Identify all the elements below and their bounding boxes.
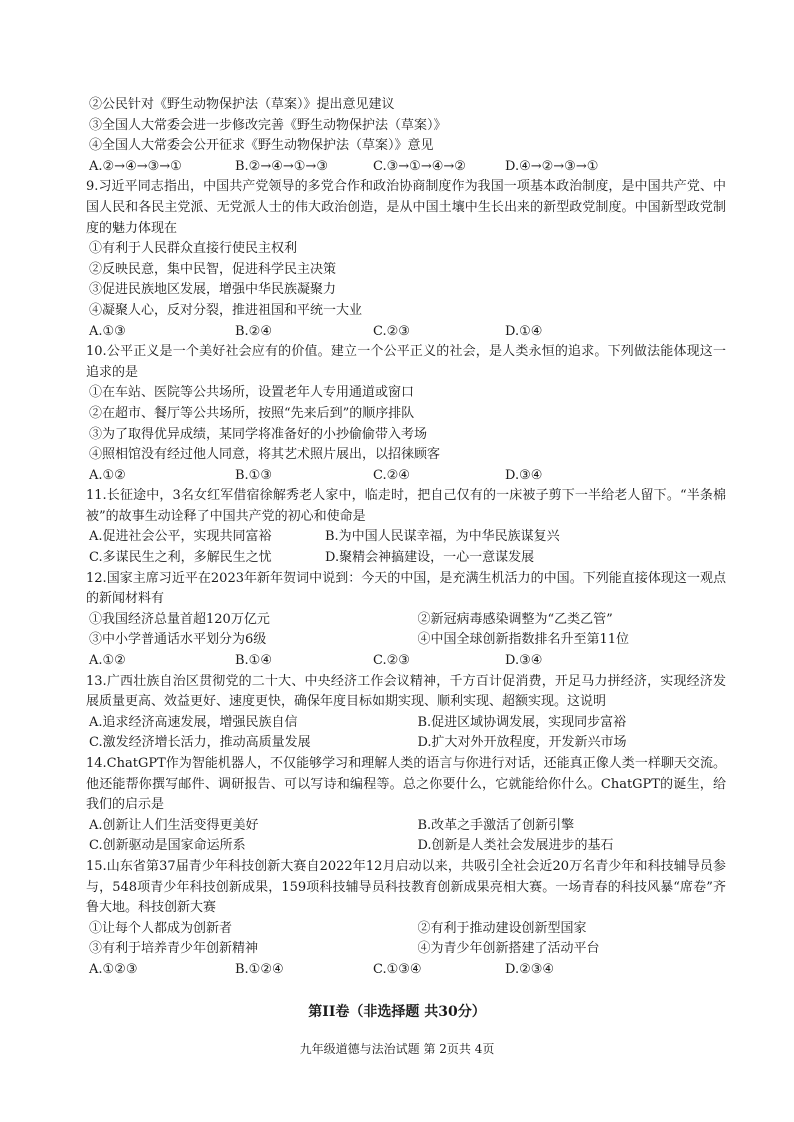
q12-option-b[interactable]: B.①④ — [235, 653, 272, 669]
q12-item-3: ③中小学普通话水平划分为6级 — [89, 632, 267, 648]
q14-option-d[interactable]: D.创新是人类社会发展进步的基石 — [417, 838, 614, 854]
q15-item-3: ③有利于培养青少年创新精神 — [89, 941, 259, 957]
q11-stem: 11.长征途中，3名女红军借宿徐解秀老人家中，临走时，把自己仅有的一床被子剪下一半给老人留下。“半条棉被”的故事生动诠释了中国共产党的初心和使命是 — [86, 488, 726, 524]
q10-option-b[interactable]: B.①③ — [235, 467, 272, 483]
q9-option-c[interactable]: C.②③ — [373, 323, 410, 339]
q15-item-4: ④为青少年创新搭建了活动平台 — [417, 941, 600, 957]
q12-option-d[interactable]: D.③④ — [505, 653, 543, 669]
q10-item-4: ④照相馆没有经过他人同意，将其艺术照片展出，以招徕顾客 — [89, 447, 441, 463]
q10-item-1: ①在车站、医院等公共场所，设置老年人专用通道或窗口 — [89, 385, 415, 401]
q9-stem: 9.习近平同志指出，中国共产党领导的多党合作和政治协商制度作为我国一项基本政治制度，是中国共产党、中国人民和各民主党派、无党派人士的伟大政治创造，是从中国土壤中生长出来的新型政党制度。中国新型政党制度的魅力体现在 — [86, 179, 726, 236]
question-14 — [86, 754, 726, 857]
q11-option-c[interactable]: C.多谋民生之利，多解民生之忧 — [89, 550, 272, 566]
q12-stem: 12.国家主席习近平在2023年新年贺词中说到：今天的中国，是充满生机活力的中国。下列能直接体现这一观点的新闻材料有 — [86, 570, 726, 607]
q8-option-c[interactable]: C.③→①→④→② — [373, 158, 466, 174]
q15-stem: 15.山东省第37届青少年科技创新大赛自2022年12月启动以来，共吸引全社会近20万名青少年和科技辅导员参与，548项青少年科技创新成果，159项科技辅导员科技教育创新成果亮相大赛。一场青春的科技风暴“席卷”齐鲁大地。科技创新大赛 — [86, 858, 726, 916]
q15-option-c[interactable]: C.①③④ — [373, 961, 422, 977]
q9-options — [86, 322, 726, 343]
q8-item-4: ④全国人大常委会公开征求《野生动物保护法（草案）》意见 — [89, 138, 434, 154]
q13-options-row-2 — [86, 733, 726, 754]
q10-item-3: ③为了取得优异成绩，某同学将准备好的小抄偷偷带入考场 — [89, 426, 428, 442]
page-footer: 九年级道德与法治试题 第 2页共 4页 — [299, 1042, 495, 1056]
question-10 — [86, 342, 726, 486]
section-title: 第II卷（非选择题 共30分） — [308, 1004, 486, 1020]
question-8 — [86, 95, 726, 177]
q14-options-row-1 — [86, 816, 726, 837]
q8-option-a[interactable]: A.②→④→③→① — [89, 158, 182, 174]
q14-option-a[interactable]: A.创新让人们生活变得更美好 — [89, 817, 259, 833]
q10-stem: 10.公平正义是一个美好社会应有的价值。建立一个公平正义的社会，是人类永恒的追求。下列做法能体现这一追求的是 — [86, 344, 726, 380]
q8-item-2: ②公民针对《野生动物保护法（草案）》提出意见建议 — [89, 97, 395, 112]
question-list — [86, 95, 726, 981]
q15-item-1: ①让每个人都成为创新者 — [89, 920, 233, 936]
q9-item-1: ①有利于人民群众直接行使民主权利 — [89, 241, 298, 257]
q9-option-d[interactable]: D.①④ — [505, 323, 543, 339]
q10-options — [86, 466, 726, 487]
question-15 — [86, 857, 726, 981]
q13-option-c[interactable]: C.激发经济增长活力，推动高质量发展 — [89, 735, 311, 751]
q11-option-b[interactable]: B.为中国人民谋幸福，为中华民族谋复兴 — [325, 529, 560, 545]
q15-option-b[interactable]: B.①②④ — [235, 961, 284, 977]
q13-option-a[interactable]: A.追求经济高速发展，增强民族自信 — [89, 714, 298, 730]
q8-options — [86, 157, 726, 178]
q14-options-row-2 — [86, 836, 726, 857]
question-12 — [86, 569, 726, 672]
q12-items-row-1 — [86, 610, 726, 631]
q10-item-2: ②在超市、餐厅等公共场所，按照“先来后到”的顺序排队 — [89, 405, 415, 421]
question-9 — [86, 177, 726, 342]
q11-option-a[interactable]: A.促进社会公平，实现共同富裕 — [89, 529, 272, 545]
q12-option-c[interactable]: C.②③ — [373, 653, 410, 669]
q8-item-3: ③全国人大常委会进一步修改完善《野生动物保护法（草案）》 — [89, 117, 447, 133]
q12-items-row-2 — [86, 630, 726, 651]
q14-option-b[interactable]: B.改革之手激活了创新引擎 — [417, 817, 575, 833]
q15-items-row-1 — [86, 919, 726, 940]
q14-stem: 14.ChatGPT作为智能机器人，不仅能够学习和理解人类的语言与你进行对话，还能真正像人类一样聊天交流。他还能帮你撰写邮件、调研报告、可以写诗和编程等。总之你要什么，它就能给你什么。ChatGPT的诞生，给我们的启示是 — [86, 756, 726, 813]
q9-item-2: ②反映民意，集中民智，促进科学民主决策 — [89, 261, 337, 277]
q12-item-2: ②新冠病毒感染调整为“乙类乙管” — [417, 611, 613, 627]
q15-items-row-2 — [86, 939, 726, 960]
q8-option-b[interactable]: B.②→④→①→③ — [235, 158, 328, 174]
q15-option-a[interactable]: A.①②③ — [89, 961, 138, 977]
q15-option-d[interactable]: D.②③④ — [505, 961, 555, 977]
q10-option-a[interactable]: A.①② — [89, 467, 126, 483]
q9-option-a[interactable]: A.①③ — [89, 323, 126, 339]
q10-option-d[interactable]: D.③④ — [505, 467, 543, 483]
q15-options — [86, 960, 726, 981]
q12-option-a[interactable]: A.①② — [89, 653, 126, 669]
q13-option-b[interactable]: B.促进区域协调发展，实现同步富裕 — [417, 714, 627, 730]
q8-option-d[interactable]: D.④→②→③→① — [505, 158, 599, 174]
q15-item-2: ②有利于推动建设创新型国家 — [417, 920, 587, 936]
question-13 — [86, 672, 726, 754]
q13-stem: 13.广西壮族自治区贯彻党的二十大、中央经济工作会议精神，千方百计促消费，开足马力拼经济，实现经济发展质量更高、效益更好、速度更快，确保年度目标如期实现、顺利实现、超额实现。这说明 — [86, 673, 726, 710]
q11-option-d[interactable]: D.聚精会神搞建设，一心一意谋发展 — [325, 550, 535, 566]
q12-options — [86, 651, 726, 672]
q12-item-1: ①我国经济总量首超120万亿元 — [89, 611, 270, 627]
q11-options-row-2 — [86, 548, 726, 569]
q9-item-4: ④凝聚人心，反对分裂，推进祖国和平统一大业 — [89, 302, 363, 318]
q11-options-row-1 — [86, 527, 726, 548]
q9-option-b[interactable]: B.②④ — [235, 323, 272, 339]
q10-option-c[interactable]: C.②④ — [373, 467, 410, 483]
q9-item-3: ③促进民族地区发展，增强中华民族凝聚力 — [89, 282, 337, 298]
q13-option-d[interactable]: D.扩大对外开放程度，开发新兴市场 — [417, 735, 627, 751]
q12-item-4: ④中国全球创新指数排名升至第11位 — [417, 632, 629, 648]
q13-options-row-1 — [86, 713, 726, 734]
question-11 — [86, 486, 726, 568]
q14-option-c[interactable]: C.创新驱动是国家命运所系 — [89, 838, 246, 854]
